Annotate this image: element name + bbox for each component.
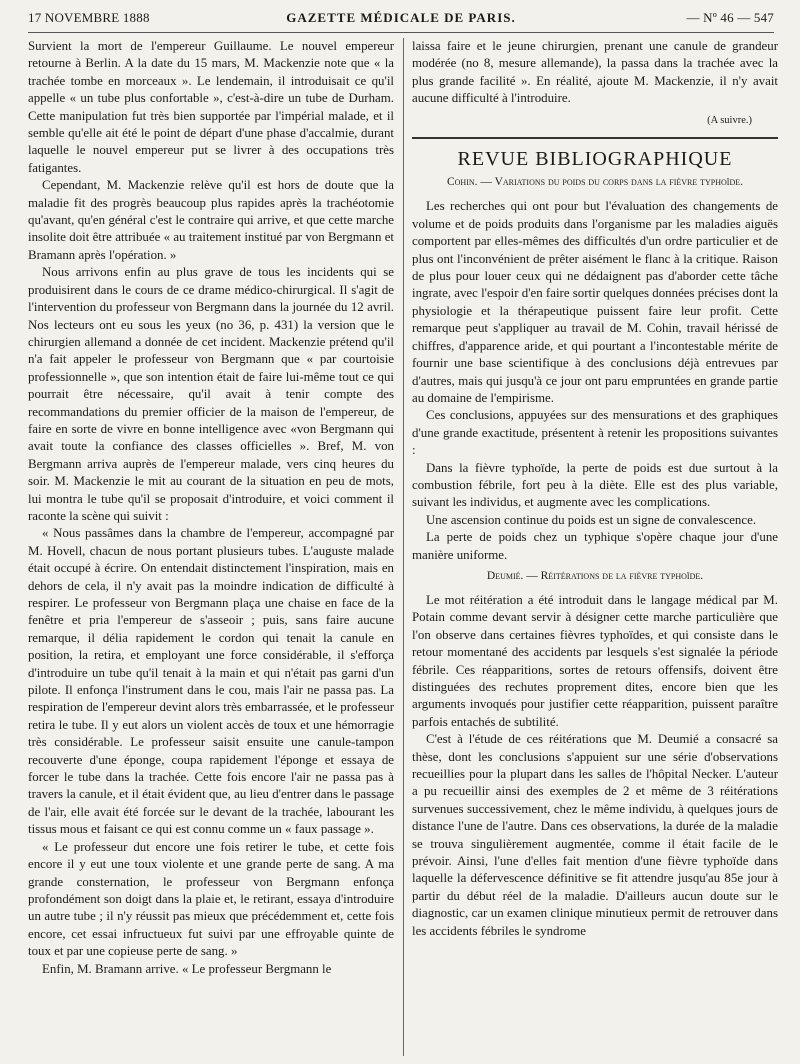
article-heading (412, 174, 778, 190)
quoted-paragraph: « Le professeur dut encore une fois retirer le tube, et cette fois encore il y eut une toux violente et une grande perte de sang. A ma grande consternation, le professeur von Bergmann enfonça profondément son doigt dans la plaie et, le retirant, essaya d'introduire un autre tube ; il n'y réussit pas mieux que précédemment et, cette fois encore, cet essai infructueux fut suivi par une effroyable quinte de toux et par une copieuse perte de sang. » (28, 839, 394, 959)
paragraph: Survient la mort de l'empereur Guillaume. Le nouvel empereur retourne à Berlin. A la date du 15 mars, M. Mackenzie note que « la trachée tombe en morceaux ». Le lendemain, il introduisait ce qu'il appelle « un tube plus confortable », c'est-à-dire un tube de Durham. Cette manipulation fut très bien supportée par l'impérial malade, et il semble qu'elle ait été le point de départ d'une phase d'accalmie, durant laquelle le nouvel empereur put se livrer à des occupations très fatigantes. (28, 39, 394, 175)
quoted-paragraph: « Nous passâmes dans la chambre de l'empereur, accompagné par M. Hovell, chacun de nous portant plusieurs tubes. L'auguste malade était occupé à écrire. On entendait distinctement l'inspiration, mais en dehors de cela, il n'y avait pas la moindre indication de difficulté à respirer. Le professeur von Bergmann plaça une chaise en face de la fenêtre et pria l'empereur de s'asseoir ; puis, sans faire aucune remarque, il délia rapidement le cordon qui tenait la canule en position, la retira, et employant une force considérable, il s'efforça d'introduire un tube qu'il tenait à la main et qui n'était pas garni d'un pilote. Il enfonça l'instrument dans le cou, mais l'air ne passa pas. La respiration de l'empereur devint alors très embarrassée, et le professeur retira le tube. Il y eut alors un violent accès de toux et une hémorragie très considérable. Le professeur saisit ensuite une canule-tampon recouverte d'une éponge, coupa rapidement l'éponge et essaya de forcer le tube dans la trachée. Cette fois encore l'air ne passa pas à travers la canule, et il était évident que, au lieu d'entrer dans le passage de l'air, elle avait été forcée sur le devant de la trachée, labourant les tissus mous et faisant ce qui est connu comme un « faux passage ». (28, 526, 394, 837)
paragraph: Enfin, M. Bramann arrive. « Le professeur Bergmann le (42, 961, 332, 976)
header-rule (28, 32, 774, 33)
article-heading (412, 568, 778, 584)
paragraph: Dans la fièvre typhoïde, la perte de poids est due surtout à la combustion fébrile, fort peu à la diète. Elle est des plus variable, suivant les individus, et augmente avec les complications. (412, 460, 778, 510)
paragraph: Nous arrivons enfin au plus grave de tous les incidents qui se produisirent dans le cours de ce drame médico-chirurgical. Il s'agit de l'intervention du professeur von Bergmann dans la journée du 12 avril. Nos lecteurs ont eu sous les yeux (no 36, p. 431) la version que le chirurgien allemand a donnée de cet incident. Mackenzie prétend qu'il n'a fait appeler le professeur von Bergmann que « par courtoisie professionnelle », que son intention était de faire lui-même tout ce qui pourrait être nécessaire, qu'il avait à tenir compte des recommandations du premier officier de la maison de l'empereur, de faire en sorte de vivre en bonne intelligence avec «von Bergmann qui avait toute la confiance des classes officielles ». Bref, M. von Bergmann arriva auprès de l'empereur malade, vers cinq heures du soir. M. Mackenzie le mit au courant de la situation en peu de mots, lui montra le tube qu'il se proposait d'introduire, et voici comment il raconte la scène qui suivit : (28, 265, 394, 523)
to-be-continued-note: (A suivre.) (707, 114, 752, 126)
paragraph: Une ascension continue du poids est un signe de convalescence. (426, 512, 757, 527)
paragraph: Cependant, M. Mackenzie relève qu'il est hors de doute que la maladie fit des progrès beaucoup plus rapides après la trachéotomie qu'avant, qu'en général c'est le contraire qui arrive, et que cette marche insolite doit être attribuée « au traitement institué par von Bergmann et Bramann après l'opération. » (28, 178, 394, 262)
issue-date: 17 NOVEMBRE 1888 (28, 10, 150, 25)
paragraph: Ces conclusions, appuyées sur des mensurations et des graphiques d'une grande exactitude, présentent à retenir les propositions suivantes : (412, 408, 778, 458)
issue-page-number: — Nº 46 — 547 (686, 10, 774, 25)
right-column (412, 38, 778, 940)
paragraph: laissa faire et le jeune chirurgien, prenant une canule de grandeur modérée (no 8, mesure allemande), la passa dans la trachée avec la plus grande facilité ». En réalité, ajoute M. Mackenzie, il n'y avait aucune difficulté à l'introduire. (412, 39, 778, 106)
section-title: REVUE BIBLIOGRAPHIQUE (457, 148, 733, 171)
column-divider (403, 38, 404, 1056)
article-author: Cohin. (446, 176, 478, 189)
journal-title: GAZETTE MÉDICALE DE PARIS. (286, 10, 516, 25)
paragraph: Le mot réitération a été introduit dans le langage médical par M. Potain comme devant servir à désigner cette marche particulière que l'on observe dans certaines fièvres typhoïdes, et qui consiste dans le retour momentané des accidents par lesquels s'est signalée la période fébrile. Ces réapparitions, sortes de retours offensifs, doivent être distinguées des rechutes proprement dites, encore bien que les arguments invoqués pour justifier cette réapparition, puissent paraître parfois entachés de subtilité. (412, 592, 778, 729)
section-rule (412, 137, 778, 139)
article-author: Deumié. (486, 569, 524, 582)
page-header (28, 8, 774, 30)
paragraph: La perte de poids chez un typhique s'opère chaque jour d'une manière uniforme. (412, 530, 778, 562)
paragraph: Les recherches qui ont pour but l'évaluation des changements de volume et de poids produits dans l'organisme par les maladies aiguës comportent par elles-mêmes des difficultés d'un ordre particulier et de plus ont l'inconvénient de prêter aisément le flanc à la critique. Raison de plus pour louer ceux qui ne dédaignent pas d'aborder cette tâche ingrate, avec l'espoir d'en faire sortir quelques données précises dont la physiologie et la thérapeutique puissent faire leur profit. Cette remarque peut s'appliquer au travail de M. Cohin, travail hérissé de chiffres, d'apparence aride, et qui pourtant a l'incontestable mérite de fournir une base scientifique à des conclusions déjà entrevues par d'autres, mais qui jusqu'à ce jour ont paru empruntées en grande partie au domaine de l'empirisme. (412, 199, 778, 405)
article-title: — Variations du poids du corps dans la fièvre typhoïde. (480, 176, 743, 189)
paragraph: C'est à l'étude de ces réitérations que M. Deumié a consacré sa thèse, dont les conclusions s'appuient sur une série d'observations recueillies pour la plupart dans les salles de l'hôpital Necker. L'auteur a pu recueillir ainsi des exemples de 2 et même de 3 réitérations survenues successivement, chez le même individu, à quelques jours de distance l'une de l'autre. Dans ces observations, la durée de la maladie se trouva singulièrement augmentée, comme il était facile de le prévoir. Ainsi, l'une d'elles fait mention d'une fièvre typhoïde dans laquelle la défervescence définitive se fit attendre jusqu'au 85e jour à partir du début réel de la maladie. D'ailleurs aucun doute sur le diagnostic, car un examen clinique minutieux permit de retrouver dans les accidents fébriles le syndrome (412, 732, 778, 938)
left-column (28, 38, 394, 978)
article-title: — Réitérations de la fièvre typhoïde. (526, 569, 704, 582)
